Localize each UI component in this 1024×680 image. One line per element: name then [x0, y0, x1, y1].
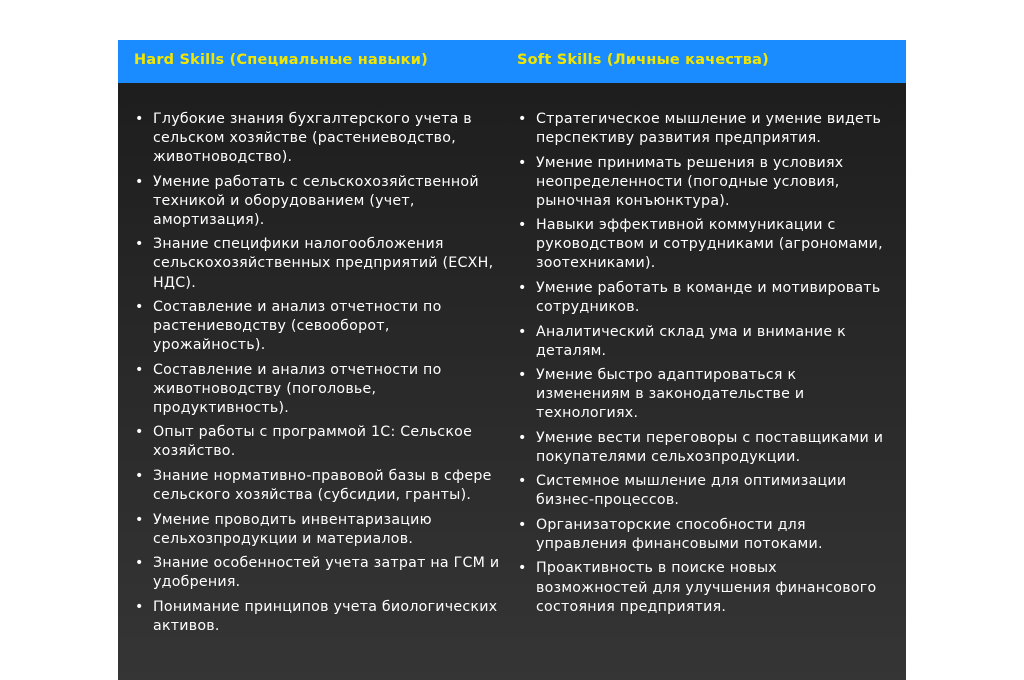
hard-skill-item: • Знание нормативно-правовой базы в сфере сельского хозяйства (субсидии, гранты). [134, 467, 506, 505]
soft-skill-item: • Проактивность в поиске новых возможностей для улучшения финансового состояния предприятия. [517, 559, 889, 616]
hard-skill-item: • Опыт работы с программой 1С: Сельское хозяйство. [134, 423, 506, 461]
soft-skill-item: • Аналитический склад ума и внимание к деталям. [517, 323, 889, 361]
hard-skill-item: • Понимание принципов учета биологических активов. [134, 598, 506, 636]
table-header [118, 40, 906, 83]
hard-skill-item: • Знание особенностей учета затрат на ГСМ и удобрения. [134, 554, 506, 592]
soft-skill-item: • Организаторские способности для управления финансовыми потоками. [517, 516, 889, 554]
soft-skill-item: • Навыки эффективной коммуникации с руководством и сотрудниками (агрономами, зоотехниками). [517, 216, 889, 273]
hard-skill-item: • Умение проводить инвентаризацию сельхозпродукции и материалов. [134, 511, 506, 549]
hard-skills-title: Hard Skills (Специальные навыки) [134, 52, 428, 68]
hard-skill-item: • Составление и анализ отчетности по растениеводству (севооборот, урожайность). [134, 298, 506, 355]
soft-skill-item: • Стратегическое мышление и умение видеть перспективу развития предприятия. [517, 110, 889, 148]
hard-skill-item: • Глубокие знания бухгалтерского учета в сельском хозяйстве (растениеводство, животноводство). [134, 110, 506, 167]
soft-skills-title: Soft Skills (Личные качества) [517, 52, 769, 68]
soft-skill-item: • Умение работать в команде и мотивировать сотрудников. [517, 279, 889, 317]
soft-skills-list [517, 110, 889, 622]
soft-skill-item: • Умение быстро адаптироваться к изменениям в законодательстве и технологиях. [517, 366, 889, 423]
soft-skill-item: • Системное мышление для оптимизации бизнес-процессов. [517, 472, 889, 510]
skills-table [118, 40, 906, 680]
hard-skill-item: • Составление и анализ отчетности по животноводству (поголовье, продуктивность). [134, 361, 506, 418]
hard-skill-item: • Умение работать с сельскохозяйственной техникой и оборудованием (учет, амортизация). [134, 173, 506, 230]
soft-skill-item: • Умение вести переговоры с поставщиками и покупателями сельхозпродукции. [517, 429, 889, 467]
soft-skill-item: • Умение принимать решения в условиях неопределенности (погодные условия, рыночная конъюнктура). [517, 154, 889, 211]
hard-skill-item: • Знание специфики налогообложения сельскохозяйственных предприятий (ЕСХН, НДС). [134, 235, 506, 292]
hard-skills-list [134, 110, 506, 641]
